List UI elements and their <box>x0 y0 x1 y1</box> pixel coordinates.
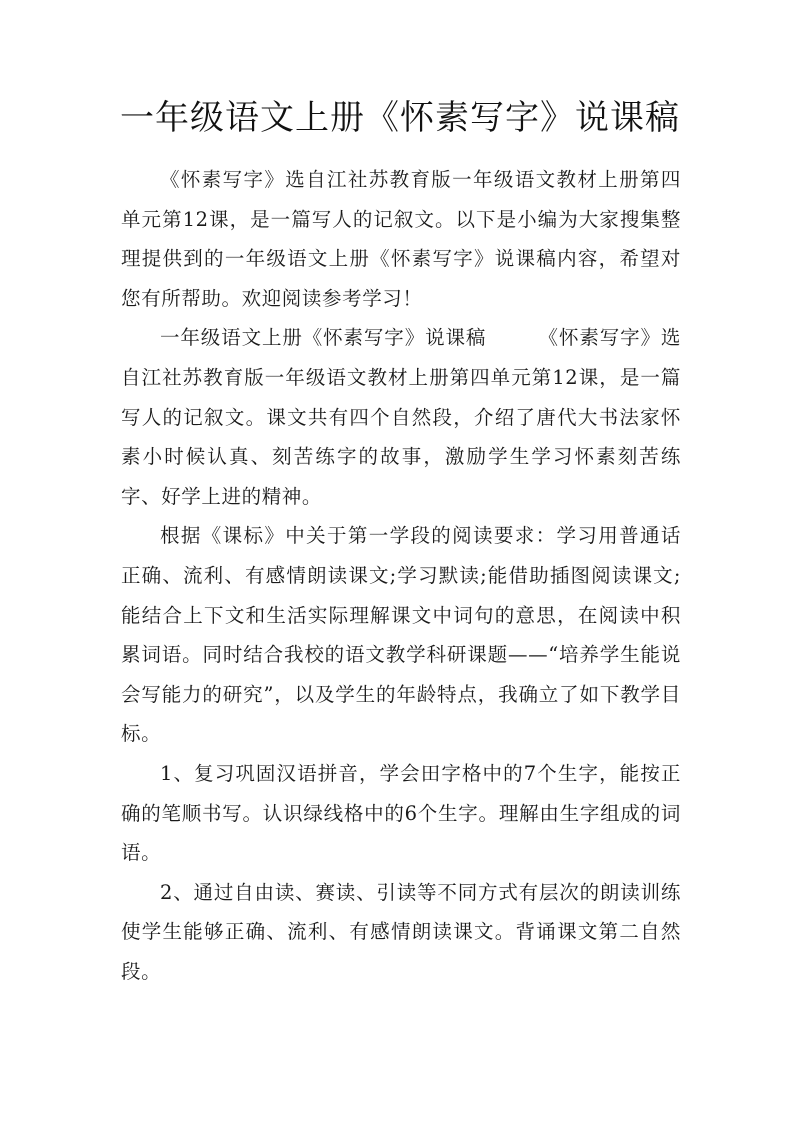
paragraph-goal-2: 2、通过自由读、赛读、引读等不同方式有层次的朗读训练使学生能够正确、流利、有感情朗读课文。背诵课文第二自然段。 <box>121 880 681 983</box>
article-heading: 一年级语文上册《怀素写字》说课稿 <box>160 326 487 350</box>
article-text: 《怀素写字》选自江社苏教育版一年级语文教材上册第四单元第12课，是一篇写人的记叙文。课文共有四个自然段，介绍了唐代大书法家怀素小时候认真、刻苦练字的故事，激励学生学习怀素刻苦练字、好学上进的精神。 <box>121 326 682 508</box>
paragraph-goal-1: 1、复习巩固汉语拼音，学会田字格中的7个生字，能按正确的笔顺书写。认识绿线格中的6个生字。理解由生字组成的词语。 <box>121 761 681 865</box>
document-body <box>121 160 681 991</box>
paragraph-intro: 《怀素写字》选自江社苏教育版一年级语文教材上册第四单元第12课，是一篇写人的记叙文。以下是小编为大家搜集整理提供到的一年级语文上册《怀素写字》说课稿内容，希望对您有所帮助。欢迎阅读参考学习！ <box>121 168 681 310</box>
paragraph-article-start <box>121 318 681 516</box>
paragraph-curriculum: 根据《课标》中关于第一学段的阅读要求：学习用普通话正确、流利、有感情朗读课文;学习默读;能借助插图阅读课文;能结合上下文和生活实际理解课文中词句的意思，在阅读中积累词语。同时结合我校的语文教学科研课题——“培养学生能说会写能力的研究”，以及学生的年龄特点，我确立了如下教学目标。 <box>121 524 681 746</box>
document-title: 一年级语文上册《怀素写字》说课稿 <box>120 98 680 138</box>
